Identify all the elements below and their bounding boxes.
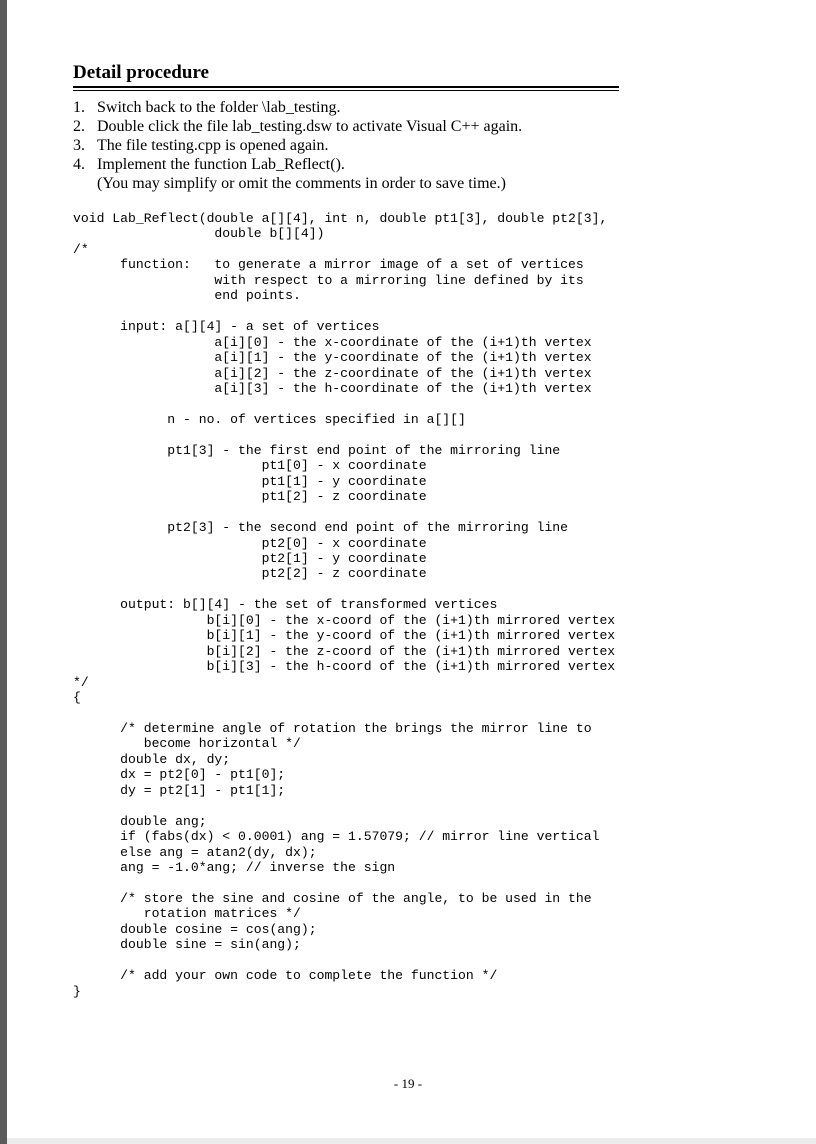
heading-rule-thin bbox=[73, 90, 619, 91]
code-line: pt1[0] - x coordinate bbox=[73, 458, 427, 474]
step-text: Double click the file lab_testing.dsw to activate Visual C++ again. bbox=[97, 118, 523, 135]
heading-rule-thick bbox=[73, 86, 619, 88]
code-line: become horizontal */ bbox=[73, 736, 301, 752]
viewer-bottom-edge bbox=[7, 1138, 816, 1144]
code-line: pt1[3] - the first end point of the mirroring line bbox=[73, 442, 561, 458]
code-line: a[i][3] - the h-coordinate of the (i+1)th vertex bbox=[73, 380, 592, 396]
code-line: pt2[2] - z coordinate bbox=[73, 566, 427, 582]
procedure-steps bbox=[73, 98, 522, 193]
code-line: n - no. of vertices specified in a[][] bbox=[73, 411, 466, 427]
code-line: b[i][2] - the z-coord of the (i+1)th mirrored vertex bbox=[73, 643, 616, 659]
list-item bbox=[73, 136, 522, 155]
code-listing bbox=[73, 211, 615, 999]
step-text: Implement the function Lab_Reflect(). bbox=[97, 156, 345, 173]
code-line: /* add your own code to complete the function */ bbox=[73, 968, 498, 984]
page-number: - 19 - bbox=[393, 1076, 423, 1091]
code-line: pt2[0] - x coordinate bbox=[73, 535, 427, 551]
list-item bbox=[73, 117, 522, 136]
step-text: Switch back to the folder \lab_testing. bbox=[97, 99, 341, 116]
code-line: void Lab_Reflect(double a[][4], int n, double pt1[3], double pt2[3], bbox=[73, 211, 608, 226]
code-line: pt1[1] - y coordinate bbox=[73, 473, 427, 489]
code-line: a[i][2] - the z-coordinate of the (i+1)th vertex bbox=[73, 365, 592, 381]
code-line: } bbox=[73, 983, 81, 999]
code-line: output: b[][4] - the set of transformed vertices bbox=[73, 597, 498, 613]
code-line: /* bbox=[73, 241, 89, 257]
code-line: else ang = atan2(dy, dx); bbox=[73, 844, 317, 860]
code-line: end points. bbox=[73, 288, 301, 304]
code-line: if (fabs(dx) < 0.0001) ang = 1.57079; // mirror line vertical bbox=[73, 829, 600, 845]
code-line: /* determine angle of rotation the brings the mirror line to bbox=[73, 720, 592, 736]
code-line: double b[][4]) bbox=[73, 226, 325, 242]
code-line: */ bbox=[73, 674, 89, 690]
list-item bbox=[73, 155, 522, 174]
code-line: pt2[3] - the second end point of the mirroring line bbox=[73, 520, 569, 536]
code-line: a[i][0] - the x-coordinate of the (i+1)th vertex bbox=[73, 334, 592, 350]
list-item bbox=[73, 98, 522, 117]
code-line: dy = pt2[1] - pt1[1]; bbox=[73, 782, 286, 798]
code-line: double cosine = cos(ang); bbox=[73, 921, 317, 937]
code-line: b[i][0] - the x-coord of the (i+1)th mirrored vertex bbox=[73, 612, 616, 628]
code-line: with respect to a mirroring line defined by its bbox=[73, 272, 584, 288]
code-line: b[i][3] - the h-coord of the (i+1)th mirrored vertex bbox=[73, 659, 616, 675]
section-heading: Detail procedure bbox=[73, 62, 209, 83]
step-number: 3. bbox=[73, 137, 85, 154]
step-note: (You may simplify or omit the comments in order to save time.) bbox=[97, 175, 506, 192]
code-line: a[i][1] - the y-coordinate of the (i+1)th vertex bbox=[73, 350, 592, 366]
code-line: input: a[][4] - a set of vertices bbox=[73, 319, 380, 335]
code-line: { bbox=[73, 690, 81, 706]
code-line: b[i][1] - the y-coord of the (i+1)th mirrored vertex bbox=[73, 628, 616, 644]
code-line: pt1[2] - z coordinate bbox=[73, 489, 427, 505]
step-text: The file testing.cpp is opened again. bbox=[97, 137, 329, 154]
code-line: ang = -1.0*ang; // inverse the sign bbox=[73, 860, 396, 876]
code-line: double dx, dy; bbox=[73, 751, 231, 767]
viewer-left-edge bbox=[0, 0, 7, 1144]
code-line: double sine = sin(ang); bbox=[73, 937, 301, 953]
step-number: 4. bbox=[73, 156, 85, 173]
code-line: pt2[1] - y coordinate bbox=[73, 550, 427, 566]
code-line: double ang; bbox=[73, 813, 207, 829]
step-number: 2. bbox=[73, 118, 85, 135]
code-line: function: to generate a mirror image of a set of vertices bbox=[73, 257, 584, 273]
code-line: /* store the sine and cosine of the angle, to be used in the bbox=[73, 890, 592, 906]
step-number: 1. bbox=[73, 99, 85, 116]
code-line: rotation matrices */ bbox=[73, 906, 301, 922]
code-line: dx = pt2[0] - pt1[0]; bbox=[73, 767, 286, 783]
